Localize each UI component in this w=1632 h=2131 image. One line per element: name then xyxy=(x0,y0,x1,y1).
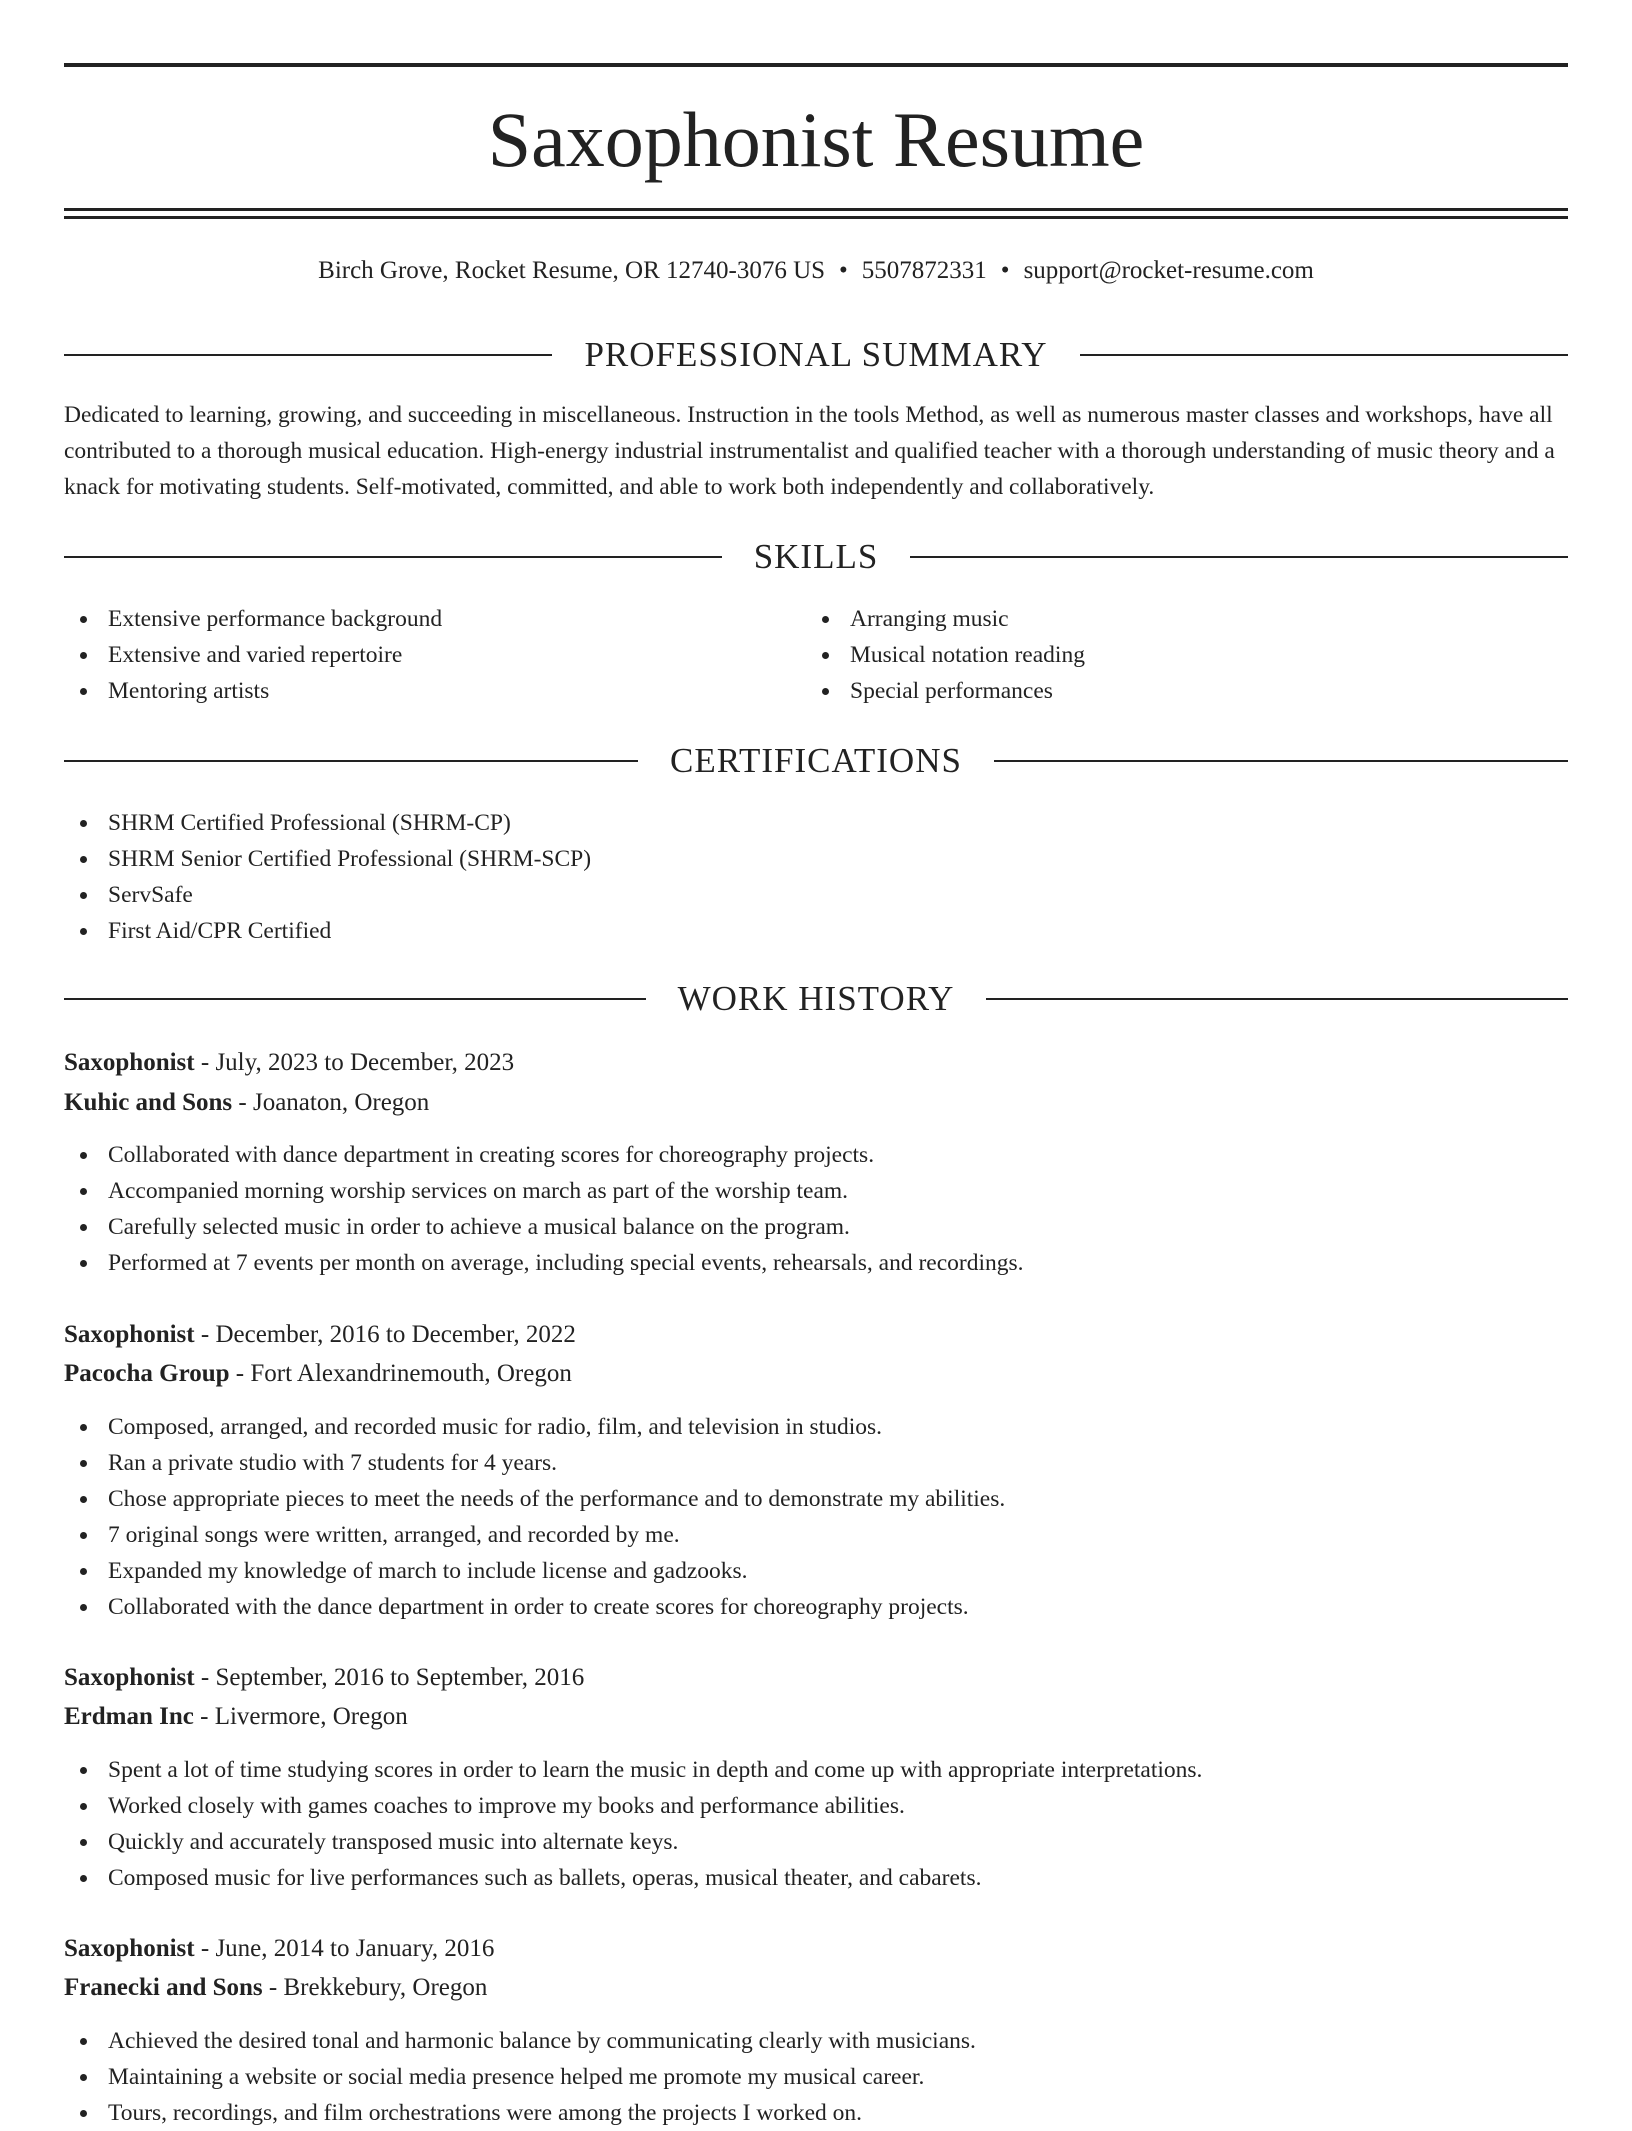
section-title: PROFESSIONAL SUMMARY xyxy=(584,335,1048,374)
certification-item: First Aid/CPR Certified xyxy=(64,913,1568,949)
job-bullet: Collaborated with the dance department in order to create scores for choreography projects. xyxy=(64,1589,1568,1625)
job-dates: - December, 2016 to December, 2022 xyxy=(200,1321,576,1348)
section-title: CERTIFICATIONS xyxy=(670,741,962,780)
skill-item: Extensive performance background xyxy=(64,601,784,637)
certification-item: ServSafe xyxy=(64,877,1568,913)
heading-rule-right xyxy=(910,556,1568,558)
job-company-line xyxy=(64,1698,1568,1736)
skill-item: Special performances xyxy=(806,673,1546,709)
job-title-line xyxy=(64,1930,1568,1968)
job-title-line xyxy=(64,1316,1568,1354)
job-bullet: Expanded my knowledge of march to include license and gadzooks. xyxy=(64,1553,1568,1589)
skills-list-left xyxy=(64,601,784,709)
job-bullet: 7 original songs were written, arranged, and recorded by me. xyxy=(64,1517,1568,1553)
job-title: Saxophonist xyxy=(64,1049,195,1076)
section-title: SKILLS xyxy=(753,537,879,576)
summary-text: Dedicated to learning, growing, and succeeding in miscellaneous. Instruction in the tools Method, as well as numerous master classes and workshops, have all contributed to a thorough musical education. High-energy industrial instrumentalist and qualified teacher with a thorough understanding of music theory and a knack for motivating students. Self-motivated, committed, and able to work both independently and collaboratively. xyxy=(64,402,1555,500)
job-bullet: Performed at 7 events per month on average, including special events, rehearsals, and recordings. xyxy=(64,1245,1568,1281)
heading-rule-right xyxy=(994,760,1568,762)
job-bullet: Maintaining a website or social media presence helped me promote my musical career. xyxy=(64,2059,1568,2095)
job-company-line xyxy=(64,1969,1568,2007)
job-title: Saxophonist xyxy=(64,1935,195,1962)
job-bullet: Chose appropriate pieces to meet the needs of the performance and to demonstrate my abilities. xyxy=(64,1481,1568,1517)
job-title-line xyxy=(64,1044,1568,1082)
section-heading-work xyxy=(64,977,1568,1021)
heading-rule-right xyxy=(1080,354,1568,356)
certification-item: SHRM Certified Professional (SHRM-CP) xyxy=(64,805,1568,841)
job-bullet: Quickly and accurately transposed music into alternate keys. xyxy=(64,1824,1568,1860)
job-bullet: Composed, arranged, and recorded music for radio, film, and television in studios. xyxy=(64,1409,1568,1445)
job-title: Saxophonist xyxy=(64,1321,195,1348)
skill-item: Musical notation reading xyxy=(806,637,1546,673)
job-location: - Brekkebury, Oregon xyxy=(268,1974,488,2001)
section-heading-summary xyxy=(64,333,1568,377)
job-dates: - September, 2016 to September, 2016 xyxy=(200,1664,585,1691)
job-bullets xyxy=(64,2023,1568,2131)
skill-item: Arranging music xyxy=(806,601,1546,637)
job-bullet: Spent a lot of time studying scores in order to learn the music in depth and come up with appropriate interpretations. xyxy=(64,1752,1568,1788)
job-bullet: Tours, recordings, and film orchestrations were among the projects I worked on. xyxy=(64,2095,1568,2131)
skill-item: Mentoring artists xyxy=(64,673,784,709)
job-bullets xyxy=(64,1752,1568,1896)
job-company-line xyxy=(64,1084,1568,1122)
job-company: Pacocha Group xyxy=(64,1360,230,1387)
contact-separator: • xyxy=(839,257,848,284)
contact-address: Birch Grove, Rocket Resume, OR 12740-3076 US xyxy=(318,257,826,284)
job-title-line xyxy=(64,1659,1568,1697)
skill-item: Extensive and varied repertoire xyxy=(64,637,784,673)
certifications-list xyxy=(64,805,1568,949)
job-company: Kuhic and Sons xyxy=(64,1089,233,1116)
section-heading-certifications xyxy=(64,739,1568,783)
top-rule xyxy=(64,63,1568,67)
heading-rule-right xyxy=(986,998,1568,1000)
section-heading-skills xyxy=(64,535,1568,579)
job-bullets xyxy=(64,1137,1568,1281)
job-location: - Livermore, Oregon xyxy=(200,1703,408,1730)
job-bullet: Accompanied morning worship services on march as part of the worship team. xyxy=(64,1173,1568,1209)
contact-email: support@rocket-resume.com xyxy=(1023,257,1314,284)
contact-separator: • xyxy=(1000,257,1010,284)
job-bullet: Collaborated with dance department in creating scores for choreography projects. xyxy=(64,1137,1568,1173)
job-title: Saxophonist xyxy=(64,1664,195,1691)
title-rule-lower xyxy=(64,216,1568,219)
job-dates: - July, 2023 to December, 2023 xyxy=(200,1049,515,1076)
job-location: - Joanaton, Oregon xyxy=(238,1089,430,1116)
job-company-line xyxy=(64,1355,1568,1393)
job-bullet: Achieved the desired tonal and harmonic balance by communicating clearly with musicians. xyxy=(64,2023,1568,2059)
contact-line xyxy=(64,253,1568,289)
job-bullet: Ran a private studio with 7 students for 4 years. xyxy=(64,1445,1568,1481)
job-dates: - June, 2014 to January, 2016 xyxy=(200,1935,495,1962)
job-bullet: Carefully selected music in order to achieve a musical balance on the program. xyxy=(64,1209,1568,1245)
title-rule-upper xyxy=(64,208,1568,211)
certification-item: SHRM Senior Certified Professional (SHRM-SCP) xyxy=(64,841,1568,877)
contact-phone: 5507872331 xyxy=(861,257,987,284)
job-bullet: Composed music for live performances such as ballets, operas, musical theater, and cabarets. xyxy=(64,1860,1568,1896)
job-company: Franecki and Sons xyxy=(64,1974,263,2001)
job-location: - Fort Alexandrinemouth, Oregon xyxy=(235,1360,572,1387)
page-title: Saxophonist Resume xyxy=(487,96,1145,183)
section-title: WORK HISTORY xyxy=(677,979,955,1018)
skills-list-right xyxy=(806,601,1546,709)
job-bullets xyxy=(64,1409,1568,1625)
job-company: Erdman Inc xyxy=(64,1703,194,1730)
job-bullet: Worked closely with games coaches to improve my books and performance abilities. xyxy=(64,1788,1568,1824)
